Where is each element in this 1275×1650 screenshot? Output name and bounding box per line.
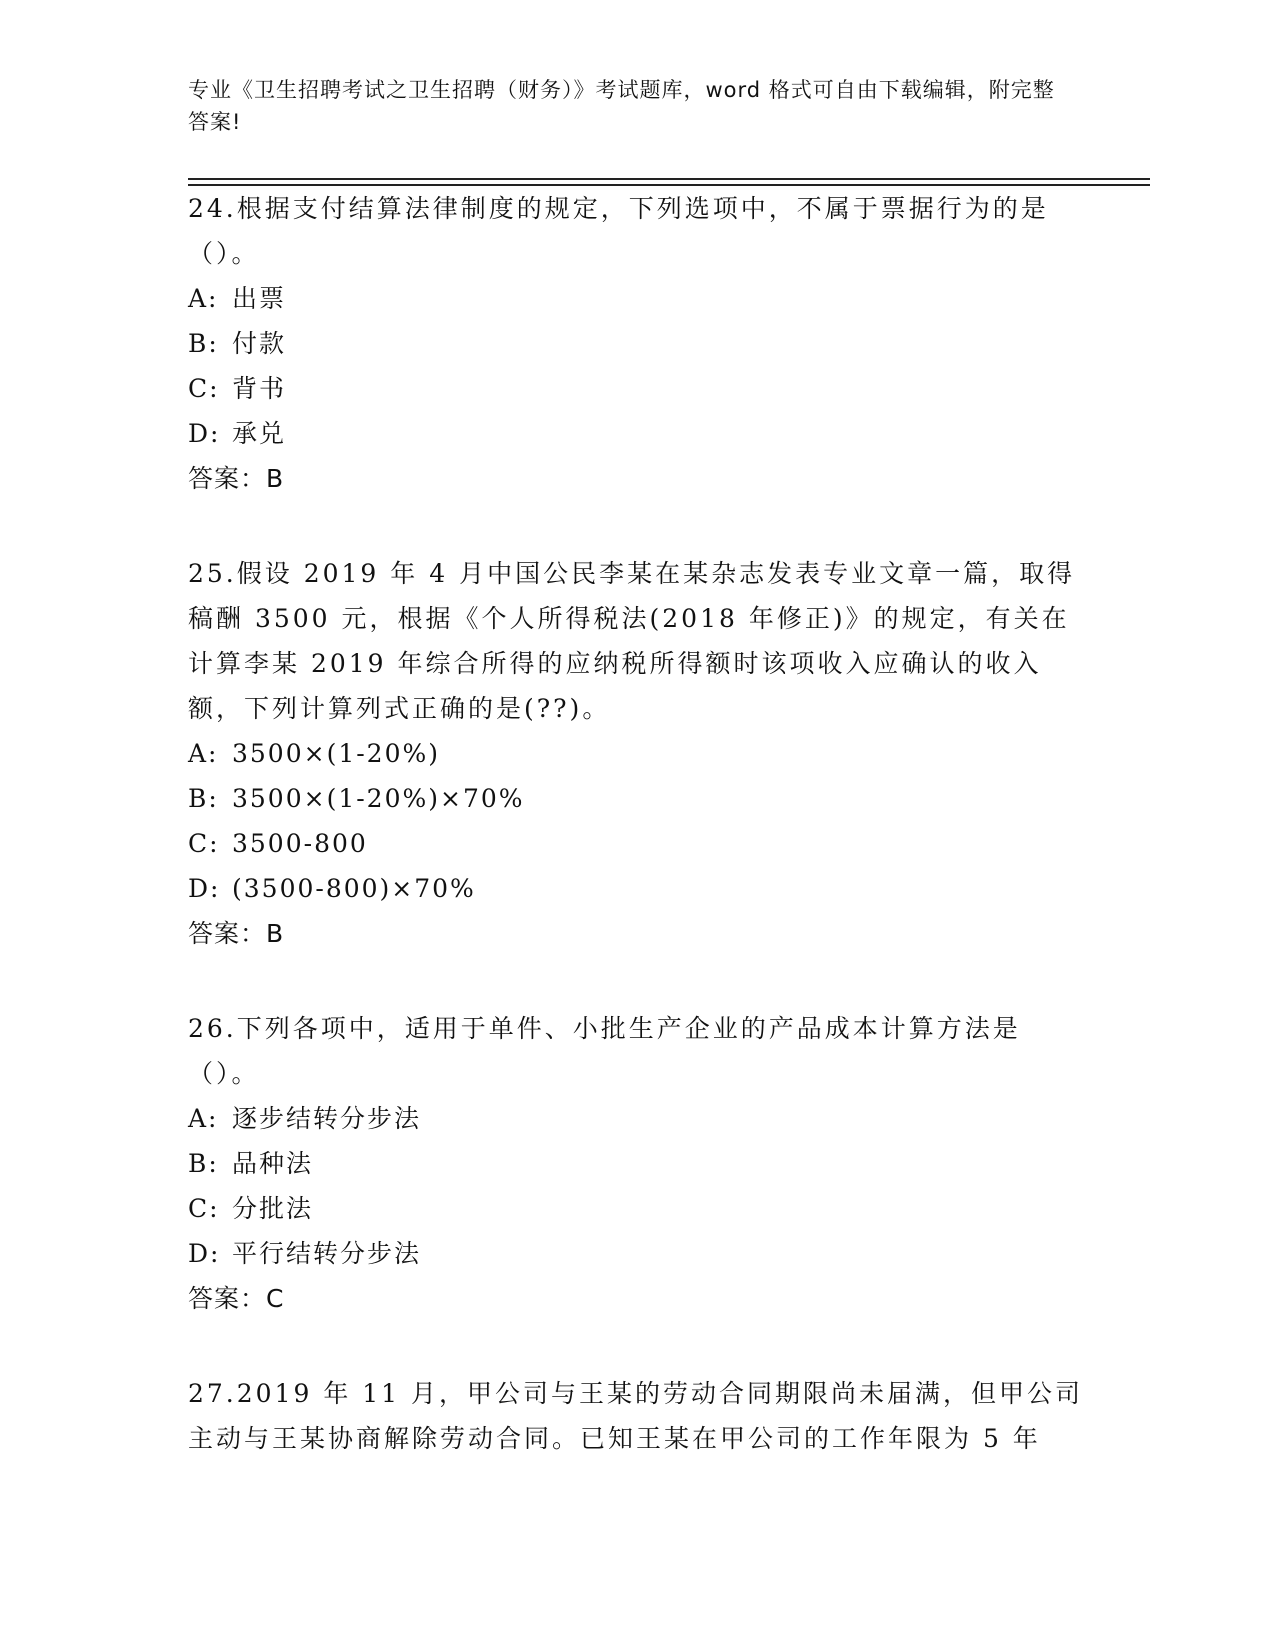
option-c [188, 366, 1088, 411]
option-text: 分批法 [232, 1194, 314, 1223]
option-text: 承兑 [232, 419, 287, 448]
option-text: 3500×(1-20%) [232, 739, 440, 768]
option-letter: A: [188, 284, 219, 313]
option-text: 背书 [232, 374, 287, 403]
option-letter: D: [188, 1239, 221, 1268]
question-text: 27.2019 年 11 月，甲公司与王某的劳动合同期限尚未届满，但甲公司主动与王某协商解除劳动合同。已知王某在甲公司的工作年限为 5 年 [188, 1379, 1084, 1453]
option-c [188, 821, 1088, 866]
option-text: 平行结转分步法 [232, 1239, 422, 1268]
option-text: 逐步结转分步法 [232, 1104, 422, 1133]
question-text: 24.根据支付结算法律制度的规定，下列选项中，不属于票据行为的是（）。 [188, 194, 1049, 268]
option-letter: D: [188, 874, 221, 903]
option-a [188, 1096, 1088, 1141]
option-text: 品种法 [232, 1149, 314, 1178]
option-letter: B: [188, 329, 219, 358]
option-d [188, 411, 1088, 456]
header-note: 专业《卫生招聘考试之卫生招聘（财务）》考试题库，word 格式可自由下载编辑，附完整答案! [188, 78, 1055, 134]
option-d [188, 1231, 1088, 1276]
question-text: 25.假设 2019 年 4 月中国公民李某在某杂志发表专业文章一篇，取得稿酬 3500 元，根据《个人所得税法(2018 年修正)》的规定，有关在计算李某 2019 年综合所得的应纳税所得额时该项收入应确认的收入额，下列计算列式正确的是(??)。 [188, 559, 1076, 723]
option-letter: B: [188, 1149, 219, 1178]
option-b [188, 776, 1088, 821]
option-letter: C: [188, 1194, 220, 1223]
option-letter: C: [188, 374, 220, 403]
option-letter: A: [188, 739, 219, 768]
option-letter: C: [188, 829, 220, 858]
question-24 [188, 186, 1088, 501]
option-letter: A: [188, 1104, 219, 1133]
question-text: 26.下列各项中，适用于单件、小批生产企业的产品成本计算方法是（）。 [188, 1014, 1021, 1088]
option-letter: D: [188, 419, 221, 448]
option-a [188, 276, 1088, 321]
answer: 答案：B [188, 919, 285, 948]
option-text: 3500×(1-20%)×70% [232, 784, 525, 813]
question-27 [188, 1371, 1088, 1461]
option-text: (3500-800)×70% [232, 874, 476, 903]
answer: 答案：B [188, 464, 285, 493]
option-b [188, 1141, 1088, 1186]
question-25 [188, 551, 1088, 956]
answer: 答案：C [188, 1284, 285, 1313]
option-d [188, 866, 1088, 911]
header-divider-top [188, 178, 1150, 180]
option-text: 出票 [232, 284, 287, 313]
option-letter: B: [188, 784, 219, 813]
option-b [188, 321, 1088, 366]
option-a [188, 731, 1088, 776]
option-text: 3500-800 [232, 829, 368, 858]
option-text: 付款 [232, 329, 287, 358]
option-c [188, 1186, 1088, 1231]
question-26 [188, 1006, 1088, 1321]
